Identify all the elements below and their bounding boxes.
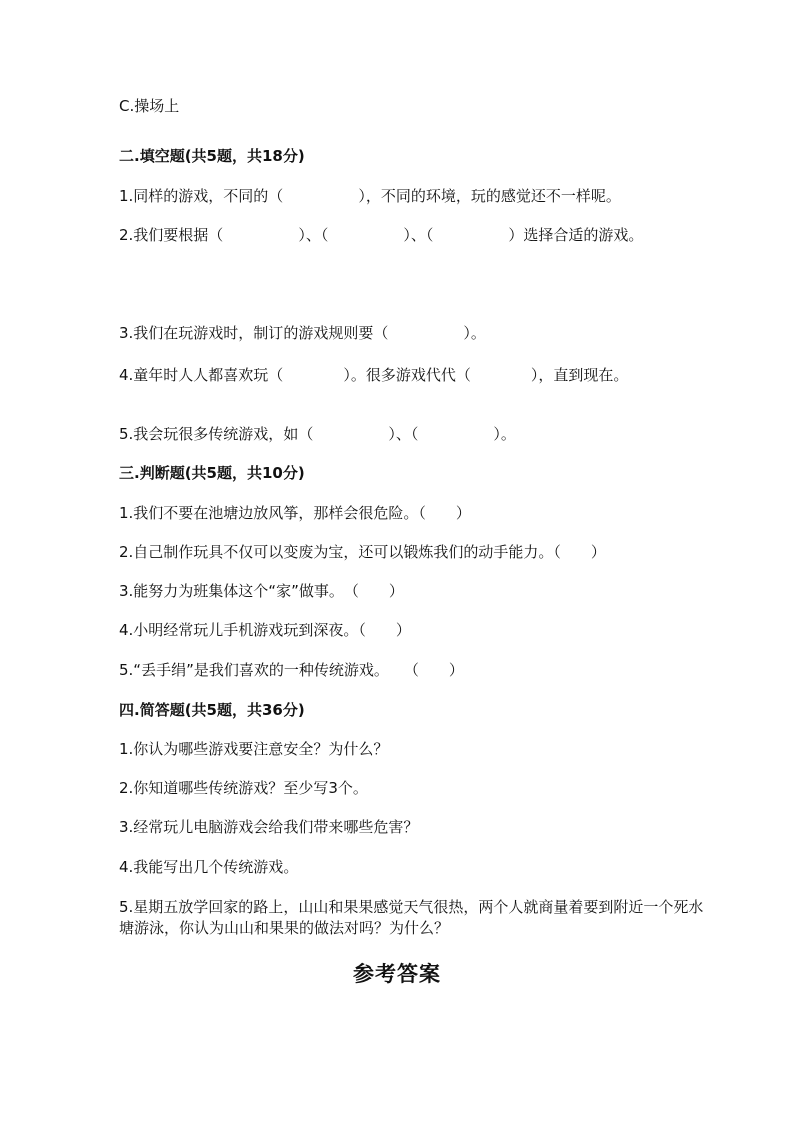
true-false-q1: 1.我们不要在池塘边放风筝，那样会很危险。（ ）	[119, 504, 471, 522]
fill-blank-q4: 4.童年时人人都喜欢玩（ ）。很多游戏代代（ ），直到现在。	[119, 366, 629, 384]
true-false-q3: 3.能努力为班集体这个“家”做事。 （ ）	[119, 582, 404, 600]
section-heading-true-false: 三.判断题(共5题，共10分)	[119, 464, 305, 482]
fill-blank-q3: 3.我们在玩游戏时，制订的游戏规则要（ ）。	[119, 324, 486, 342]
true-false-q2: 2.自己制作玩具不仅可以变废为宝，还可以锻炼我们的动手能力。（ ）	[119, 543, 606, 561]
true-false-q5: 5.“丢手绢”是我们喜欢的一种传统游戏。 （ ）	[119, 661, 464, 679]
section-heading-short-answer: 四.简答题(共5题，共36分)	[119, 701, 305, 719]
answer-title: 参考答案	[353, 961, 441, 986]
short-answer-q1: 1.你认为哪些游戏要注意安全？为什么？	[119, 740, 389, 758]
fill-blank-q2: 2.我们要根据（ ）、（ ）、（ ）选择合适的游戏。	[119, 226, 644, 244]
short-answer-q4: 4.我能写出几个传统游戏。	[119, 858, 299, 876]
true-false-q4: 4.小明经常玩儿手机游戏玩到深夜。（ ）	[119, 621, 411, 639]
short-answer-q3: 3.经常玩儿电脑游戏会给我们带来哪些危害？	[119, 818, 419, 836]
fill-blank-q1: 1.同样的游戏，不同的（ ），不同的环境，玩的感觉还不一样呢。	[119, 187, 621, 205]
section-heading-fill-blank: 二.填空题(共5题，共18分)	[119, 147, 305, 165]
short-answer-q5: 5.星期五放学回家的路上，山山和果果感觉天气很热，两个人就商量着要到附近一个死水塘游泳，你认为山山和果果的做法对吗？为什么？	[119, 898, 704, 937]
fill-blank-q5: 5.我会玩很多传统游戏，如（ ）、（ ）。	[119, 425, 516, 443]
line-c-option: C.操场上	[119, 97, 180, 115]
short-answer-q2: 2.你知道哪些传统游戏？至少写3个。	[119, 779, 368, 797]
